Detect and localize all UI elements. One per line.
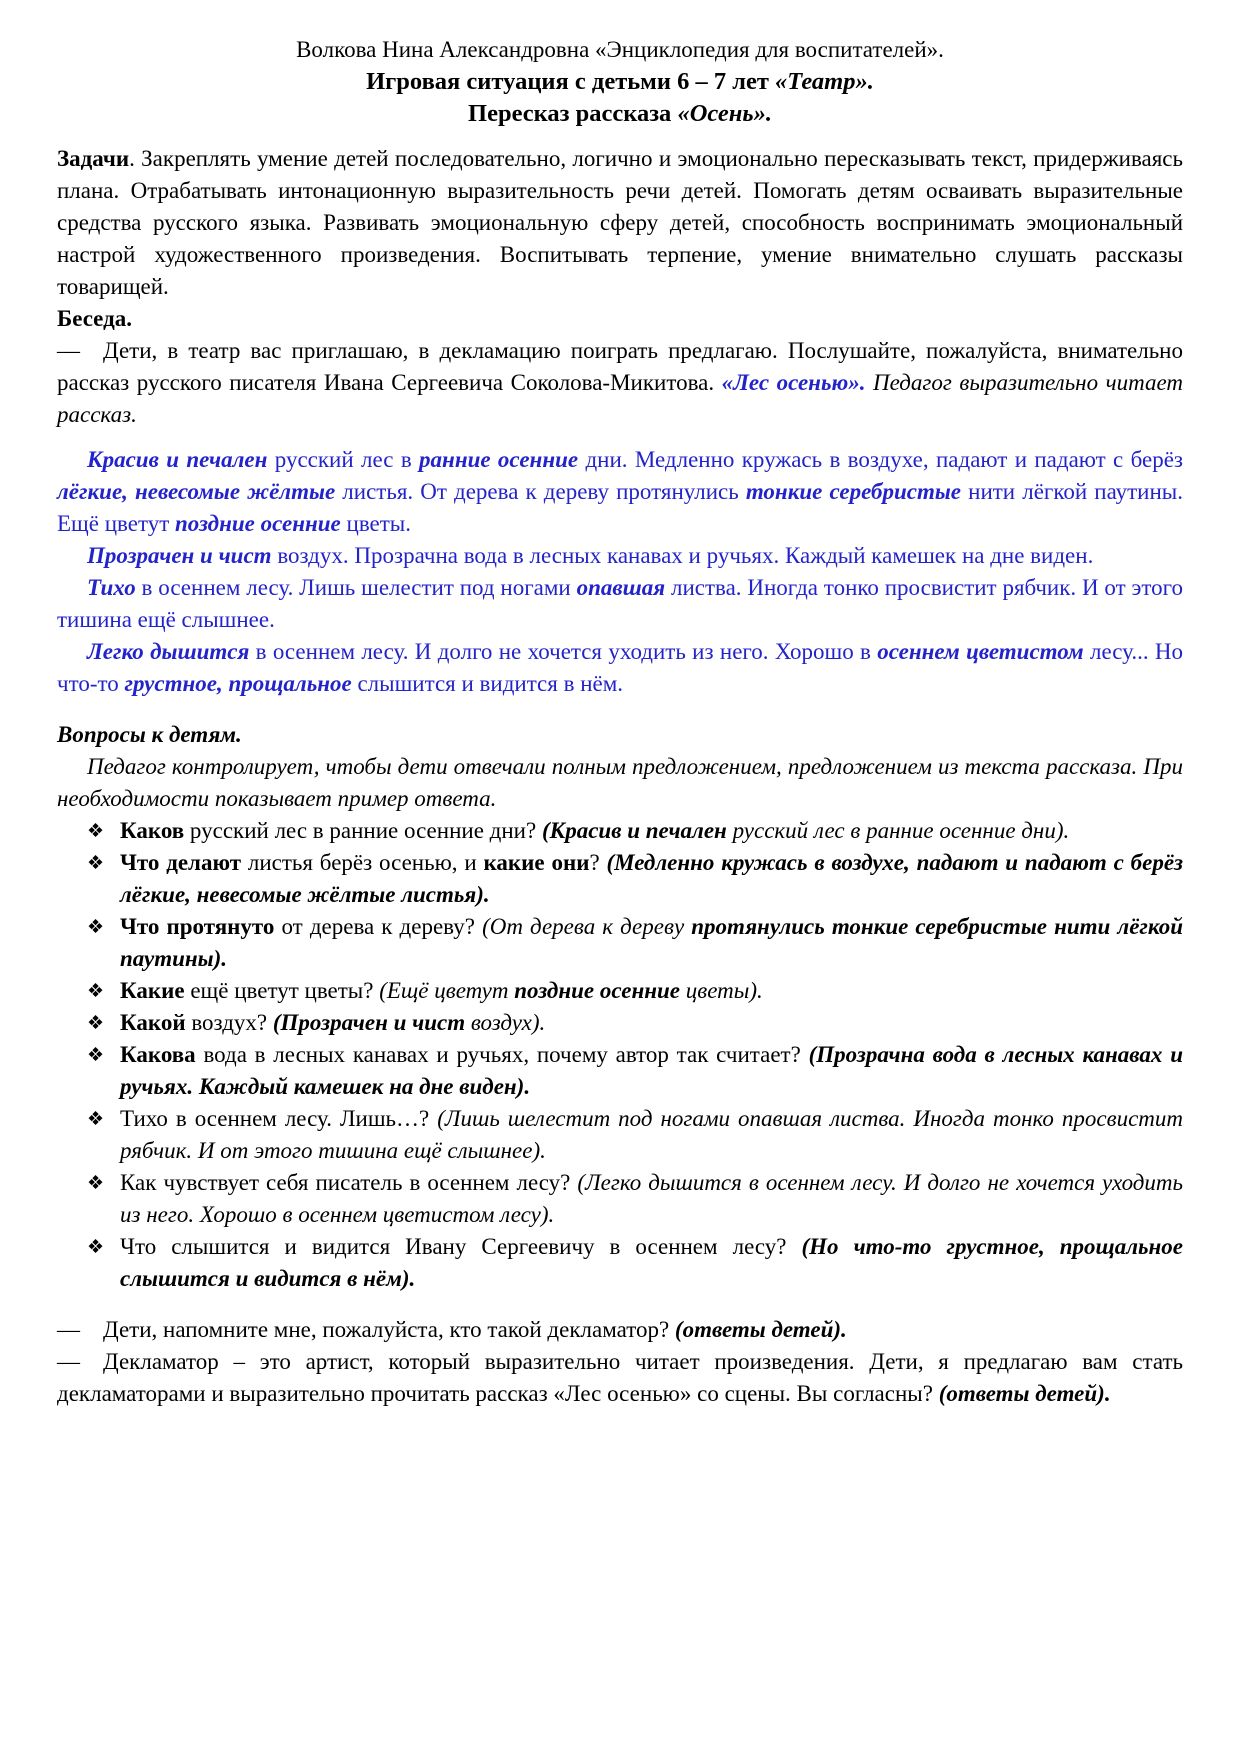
- text-run: Тихо: [87, 575, 136, 600]
- bullet-diamond-icon: ❖: [87, 1109, 105, 1130]
- text-run: (От дерева к дереву: [482, 914, 692, 939]
- bullet-diamond-icon: ❖: [87, 1045, 105, 1066]
- text-run: русский лес в: [267, 447, 420, 472]
- text-run: Легко дышится: [87, 639, 250, 664]
- title-line-2: [57, 98, 1183, 130]
- story-paragraph-1: [57, 444, 1183, 540]
- text-run: воздух?: [185, 1010, 273, 1035]
- bullet-text: [120, 1106, 1183, 1163]
- text-run: листва. Иногда тонко просвистит рябчик. И от этого тишина ещё слышнее.: [57, 575, 1183, 632]
- author-line: [57, 34, 1183, 66]
- text-run: Какие: [120, 978, 185, 1003]
- text-run: «Лес осенью».: [721, 370, 874, 395]
- text-run: — Декламатор – это артист, который выразительно читает произведения. Дети, я предлагаю вам стать декламаторами и выразительно прочитать рассказ «Лес осенью» со сцены. Вы согласны?: [57, 1349, 1183, 1406]
- question-item-9: [57, 1231, 1183, 1295]
- text-run: Что делают: [120, 850, 242, 875]
- text-run: тонкие серебристые: [745, 479, 962, 504]
- text-run: опавшая: [576, 575, 666, 600]
- text-run: «Осень».: [677, 100, 772, 127]
- title-line-1: [57, 66, 1183, 98]
- bullet-text: [120, 1170, 1183, 1227]
- story-paragraph-3: [57, 572, 1183, 636]
- text-run: . Закреплять умение детей последовательно, логично и эмоционально пересказывать текст, придерживаясь плана. Отрабатывать интонационную выразительность речи детей. Помогать детям осваивать выразительные средства русского языка. Развивать эмоциональную сферу детей, способность воспринимать эмоциональный настрой художественного произведения. Воспитывать терпение, умение внимательно слушать рассказы товарищей.: [57, 146, 1183, 299]
- bullet-diamond-icon: ❖: [87, 981, 105, 1002]
- text-run: Волкова Нина Александровна «Энциклопедия для воспитателей».: [296, 37, 944, 62]
- text-run: грустное, прощальное: [124, 671, 352, 696]
- text-run: лёгкие, невесомые жёлтые: [57, 479, 336, 504]
- text-run: Какова: [120, 1042, 196, 1067]
- text-run: — Дети, напомните мне, пожалуйста, кто такой декламатор?: [57, 1317, 675, 1342]
- text-run: цветы.: [340, 511, 412, 536]
- text-run: Что слышится и видится Ивану Сергеевичу в осеннем лесу?: [120, 1234, 802, 1259]
- text-run: дни. Медленно кружась в воздухе, падают и падают с берёз: [578, 447, 1184, 472]
- question-item-5: [57, 1007, 1183, 1039]
- bullet-text: [120, 1010, 545, 1035]
- text-run: Пересказ рассказа: [468, 100, 678, 127]
- text-run: осеннем цветистом: [877, 639, 1084, 664]
- text-run: в осеннем лесу. Лишь шелестит под ногами: [135, 575, 577, 600]
- text-run: (ответы детей).: [938, 1381, 1111, 1406]
- question-item-4: [57, 975, 1183, 1007]
- teacher-intro: [57, 335, 1183, 431]
- text-run: Каков: [120, 818, 185, 843]
- text-run: (Медленно кружась в воздухе, падают и падают с берёз лёгкие, невесомые жёлтые листья).: [120, 850, 1184, 907]
- story-paragraph-4: [57, 636, 1183, 700]
- text-run: от дерева к дереву?: [274, 914, 483, 939]
- text-run: (Прозрачна вода в лесных канавах и ручьях. Каждый камешек на дне виден).: [120, 1042, 1183, 1099]
- question-item-7: [57, 1103, 1183, 1167]
- text-run: Красив и печален: [87, 447, 268, 472]
- bullet-diamond-icon: ❖: [87, 1237, 105, 1258]
- question-item-2: [57, 847, 1183, 911]
- question-item-8: [57, 1167, 1183, 1231]
- bullet-diamond-icon: ❖: [87, 853, 105, 874]
- text-run: лесу... Но что-то: [57, 639, 1184, 696]
- text-run: ещё цветут цветы?: [184, 978, 380, 1003]
- text-run: ?: [589, 850, 607, 875]
- text-run: Тихо в осеннем лесу. Лишь…?: [120, 1106, 438, 1131]
- text-run: Педагог выразительно читает рассказ.: [57, 370, 1184, 427]
- text-run: какие они: [483, 850, 590, 875]
- text-run: ранние осенние: [419, 447, 579, 472]
- teacher-note: [57, 751, 1183, 815]
- text-run: Какой: [120, 1010, 186, 1035]
- bullet-text: [120, 1042, 1183, 1099]
- bullet-text: [120, 914, 1183, 971]
- text-run: вода в лесных канавах и ручьях, почему автор так считает?: [195, 1042, 809, 1067]
- bullet-diamond-icon: ❖: [87, 821, 105, 842]
- text-run: (Красив и печален: [541, 818, 727, 843]
- text-run: русский лес в ранние осенние дни?: [184, 818, 542, 843]
- text-run: Вопросы к детям.: [57, 722, 242, 747]
- text-run: поздние осенние: [175, 511, 341, 536]
- text-run: (Прозрачен и чист: [272, 1010, 466, 1035]
- text-run: Игровая ситуация с детьми 6 – 7 лет: [366, 68, 776, 95]
- question-item-6: [57, 1039, 1183, 1103]
- bullet-text: [120, 850, 1183, 907]
- question-item-1: [57, 815, 1183, 847]
- declaimer-question: [57, 1314, 1183, 1346]
- text-run: воздух. Прозрачна вода в лесных канавах и ручьях. Каждый камешек на дне виден.: [271, 543, 1094, 568]
- text-run: в осеннем лесу. И долго не хочется уходить из него. Хорошо в: [249, 639, 878, 664]
- bullet-diamond-icon: ❖: [87, 1173, 105, 1194]
- declaimer-answer: [57, 1346, 1183, 1410]
- conversation-heading: [57, 303, 1183, 335]
- bullet-text: [120, 1234, 1183, 1291]
- bullet-text: [120, 978, 763, 1003]
- text-run: Что протянуто: [120, 914, 275, 939]
- text-run: (Но что-то грустное, прощальное слышится и видится в нём).: [120, 1234, 1183, 1291]
- text-run: — Дети, в театр вас приглашаю, в декламацию поиграть предлагаю. Послушайте, пожалуйста, внимательно рассказ русского писателя Ивана Сергеевича Соколова-Микитова.: [57, 338, 1183, 395]
- text-run: нити лёгкой паутины. Ещё цветут: [57, 479, 1183, 536]
- text-run: протянулись тонкие серебристые нити лёгкой паутины).: [120, 914, 1183, 971]
- text-run: (Ещё цветут: [379, 978, 515, 1003]
- text-run: воздух).: [465, 1010, 546, 1035]
- text-run: Как чувствует себя писатель в осеннем лесу?: [120, 1170, 578, 1195]
- text-run: Педагог контролирует, чтобы дети отвечали полным предложением, предложением из текста рассказа. При необходимости показывает пример ответа.: [57, 754, 1183, 811]
- question-item-3: [57, 911, 1183, 975]
- text-run: цветы).: [680, 978, 763, 1003]
- text-run: Прозрачен и чист: [87, 543, 272, 568]
- text-run: русский лес в ранние осенние дни).: [726, 818, 1070, 843]
- text-run: листья берёз осенью, и: [241, 850, 484, 875]
- text-run: Задачи: [57, 146, 130, 171]
- tasks-paragraph: [57, 143, 1183, 303]
- text-run: Беседа.: [57, 306, 132, 331]
- story-paragraph-2: [57, 540, 1183, 572]
- text-run: (ответы детей).: [674, 1317, 847, 1342]
- text-run: (Легко дышится в осеннем лесу. И долго не хочется уходить из него. Хорошо в осеннем цветистом лесу).: [120, 1170, 1183, 1227]
- text-run: слышится и видится в нём.: [351, 671, 624, 696]
- bullet-diamond-icon: ❖: [87, 917, 105, 938]
- text-run: «Театр».: [775, 68, 874, 95]
- text-run: листья. От дерева к дереву протянулись: [335, 479, 746, 504]
- bullet-diamond-icon: ❖: [87, 1013, 105, 1034]
- text-run: поздние осенние: [514, 978, 680, 1003]
- text-run: (Лишь шелестит под ногами опавшая листва. Иногда тонко просвистит рябчик. И от этого тишина ещё слышнее).: [120, 1106, 1183, 1163]
- questions-heading: [57, 719, 1183, 751]
- bullet-text: [120, 818, 1069, 843]
